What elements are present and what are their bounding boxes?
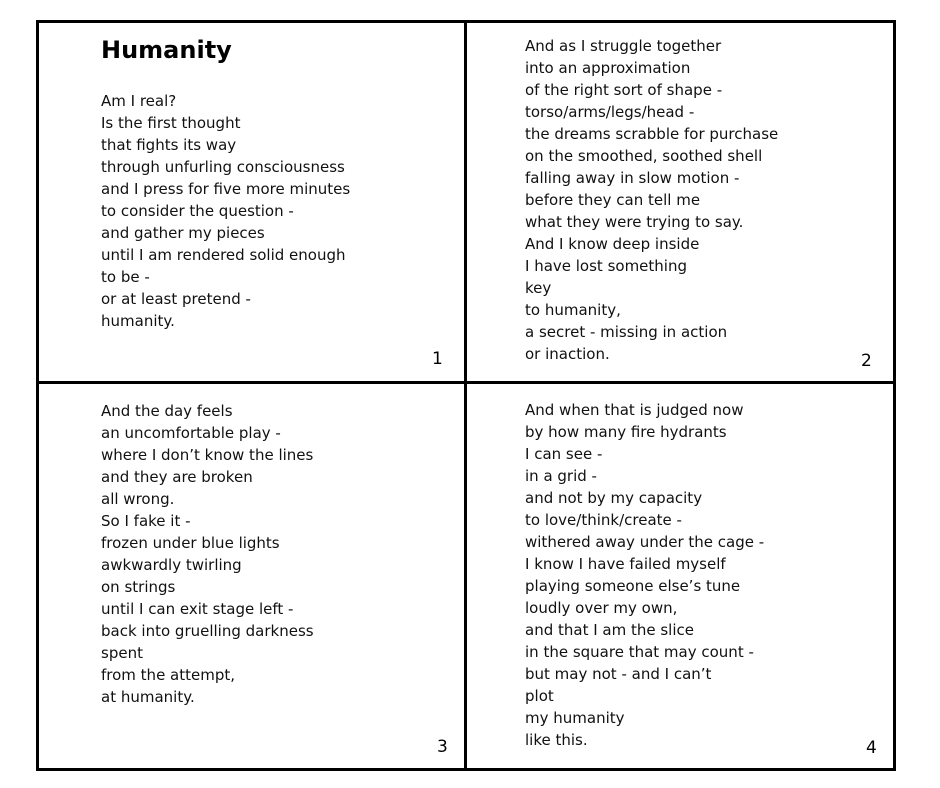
poem-line: to be - [101, 268, 150, 286]
poem-line: frozen under blue lights [101, 534, 280, 552]
poem-line: Am I real? [101, 92, 177, 110]
poem-line: key [525, 279, 552, 297]
poem-line: torso/arms/legs/head - [525, 103, 695, 121]
poem-line: to humanity, [525, 301, 621, 319]
poem-line: back into gruelling darkness [101, 622, 314, 640]
poem-line: that fights its way [101, 136, 237, 154]
poem-line: to love/think/create - [525, 511, 682, 529]
poem-line: and not by my capacity [525, 489, 703, 507]
poem-line: but may not - and I can’t [525, 665, 712, 683]
poem-line: And as I struggle together [525, 37, 722, 55]
poem-line: and that I am the slice [525, 621, 694, 639]
poem-line: of the right sort of shape - [525, 81, 723, 99]
panel-number: 4 [866, 738, 877, 758]
poem-line: in the square that may count - [525, 643, 754, 661]
poem-line: withered away under the cage - [525, 533, 765, 551]
poem-line: and they are broken [101, 468, 253, 486]
poem-line: on the smoothed, soothed shell [525, 147, 763, 165]
panel-number: 1 [432, 349, 443, 369]
poem-line: And the day feels [101, 402, 233, 420]
poem-line: or inaction. [525, 345, 610, 363]
poem-line: spent [101, 644, 143, 662]
poem-line: And I know deep inside [525, 235, 700, 253]
poem-line: playing someone else’s tune [525, 577, 741, 595]
panel-2-stanza [525, 35, 778, 365]
poem-line: all wrong. [101, 490, 175, 508]
poem-line: what they were trying to say. [525, 213, 744, 231]
poem-line: awkwardly twirling [101, 556, 242, 574]
poem-line: I have lost something [525, 257, 687, 275]
panel-number: 3 [437, 737, 448, 757]
panel-3-stanza [101, 400, 314, 708]
poem-line: where I don’t know the lines [101, 446, 314, 464]
poem-line: and gather my pieces [101, 224, 265, 242]
poem-line: the dreams scrabble for purchase [525, 125, 779, 143]
poem-line: Is the first thought [101, 114, 241, 132]
poem-line: humanity. [101, 312, 175, 330]
poem-line: until I am rendered solid enough [101, 246, 346, 264]
poem-line: into an approximation [525, 59, 691, 77]
panel-1-stanza [101, 90, 350, 332]
poem-line: I know I have failed myself [525, 555, 726, 573]
poem-title: Humanity [101, 36, 232, 64]
poem-line: plot [525, 687, 554, 705]
poem-line: before they can tell me [525, 191, 701, 209]
poem-line: And when that is judged now [525, 401, 744, 419]
poem-line: an uncomfortable play - [101, 424, 281, 442]
poem-line: by how many fire hydrants [525, 423, 727, 441]
poem-line: until I can exit stage left - [101, 600, 294, 618]
poem-line: on strings [101, 578, 176, 596]
poem-line: to consider the question - [101, 202, 294, 220]
poem-line: and I press for five more minutes [101, 180, 351, 198]
panel-number: 2 [861, 351, 872, 371]
poem-line: at humanity. [101, 688, 195, 706]
poem-line: I can see - [525, 445, 603, 463]
poem-line: like this. [525, 731, 588, 749]
poem-line: So I fake it - [101, 512, 191, 530]
poem-line: from the attempt, [101, 666, 236, 684]
poem-line: in a grid - [525, 467, 597, 485]
vertical-divider [464, 20, 467, 771]
poem-line: my humanity [525, 709, 625, 727]
poem-line: falling away in slow motion - [525, 169, 740, 187]
poem-line: or at least pretend - [101, 290, 251, 308]
poem-line: loudly over my own, [525, 599, 678, 617]
horizontal-divider [36, 381, 896, 384]
poem-line: through unfurling consciousness [101, 158, 345, 176]
poem-line: a secret - missing in action [525, 323, 728, 341]
panel-4-stanza [525, 399, 764, 751]
